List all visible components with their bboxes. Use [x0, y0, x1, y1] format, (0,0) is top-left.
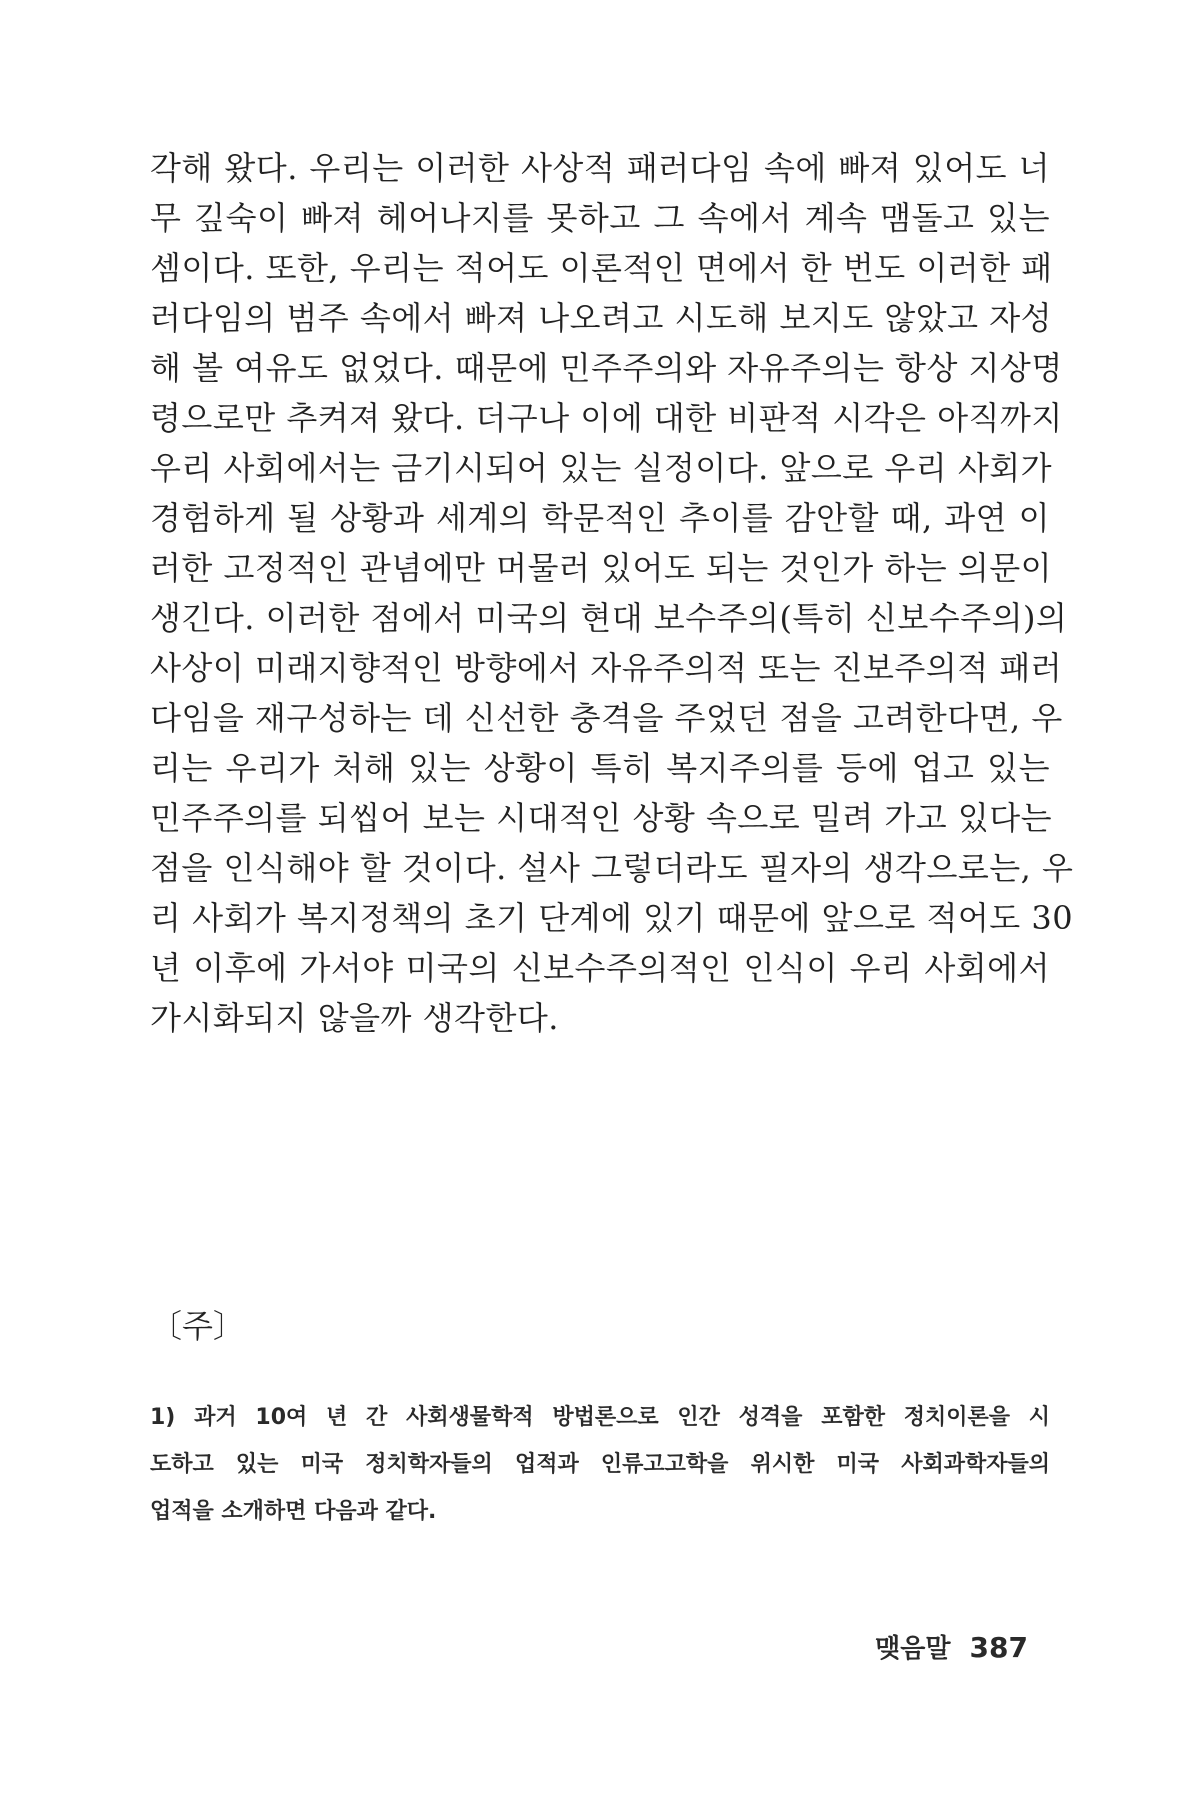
page-number: 387	[969, 1631, 1028, 1664]
body-line: 년 이후에 가서야 미국의 신보수주의적인 인식이 우리 사회에서	[150, 949, 1050, 987]
running-footer	[875, 1628, 1028, 1665]
body-line: 민주주의를 되씹어 보는 시대적인 상황 속으로 밀려 가고 있다는	[150, 799, 1053, 837]
body-line: 령으로만 추켜져 왔다. 더구나 이에 대한 비판적 시각은 아직까지	[150, 399, 1063, 437]
body-line: 경험하게 될 상황과 세계의 학문적인 추이를 감안할 때, 과연 이	[150, 499, 1050, 537]
footnote-line: 업적을 소개하면 다음과 같다.	[150, 1499, 437, 1524]
footnote-line: 도하고 있는 미국 정치학자들의 업적과 인류고고학을 위시한 미국 사회과학자들의	[150, 1452, 1050, 1477]
body-line: 생긴다. 이러한 점에서 미국의 현대 보수주의(특히 신보수주의)의	[150, 599, 1068, 637]
body-line: 다임을 재구성하는 데 신선한 충격을 주었던 점을 고려한다면, 우	[150, 699, 1063, 737]
body-line: 해 볼 여유도 없었다. 때문에 민주주의와 자유주의는 항상 지상명	[150, 349, 1063, 387]
body-line: 러한 고정적인 관념에만 머물러 있어도 되는 것인가 하는 의문이	[150, 549, 1053, 587]
section-title: 맺음말	[875, 1634, 951, 1664]
body-text	[150, 143, 1074, 1043]
body-line: 리는 우리가 처해 있는 상황이 특히 복지주의를 등에 업고 있는	[150, 749, 1050, 787]
footnote-line: 1) 과거 10여 년 간 사회생물학적 방법론으로 인간 성격을 포함한 정치이론을 시	[150, 1405, 1050, 1430]
body-line: 러다임의 범주 속에서 빠져 나오려고 시도해 보지도 않았고 자성	[150, 299, 1053, 337]
body-line: 리 사회가 복지정책의 초기 단계에 있기 때문에 앞으로 적어도 30	[150, 899, 1074, 937]
body-line: 무 깊숙이 빠져 헤어나지를 못하고 그 속에서 계속 맴돌고 있는	[150, 199, 1050, 237]
footnotes	[150, 1394, 1050, 1535]
notes-heading: 〔주〕	[150, 1307, 245, 1345]
body-line: 각해 왔다. 우리는 이러한 사상적 패러다임 속에 빠져 있어도 너	[150, 149, 1050, 187]
body-line: 가시화되지 않을까 생각한다.	[150, 999, 559, 1037]
body-line: 사상이 미래지향적인 방향에서 자유주의적 또는 진보주의적 패러	[150, 649, 1063, 687]
body-line: 우리 사회에서는 금기시되어 있는 실정이다. 앞으로 우리 사회가	[150, 449, 1053, 487]
body-line: 점을 인식해야 할 것이다. 설사 그렇더라도 필자의 생각으로는, 우	[150, 849, 1074, 887]
body-line: 셈이다. 또한, 우리는 적어도 이론적인 면에서 한 번도 이러한 패	[150, 249, 1053, 287]
